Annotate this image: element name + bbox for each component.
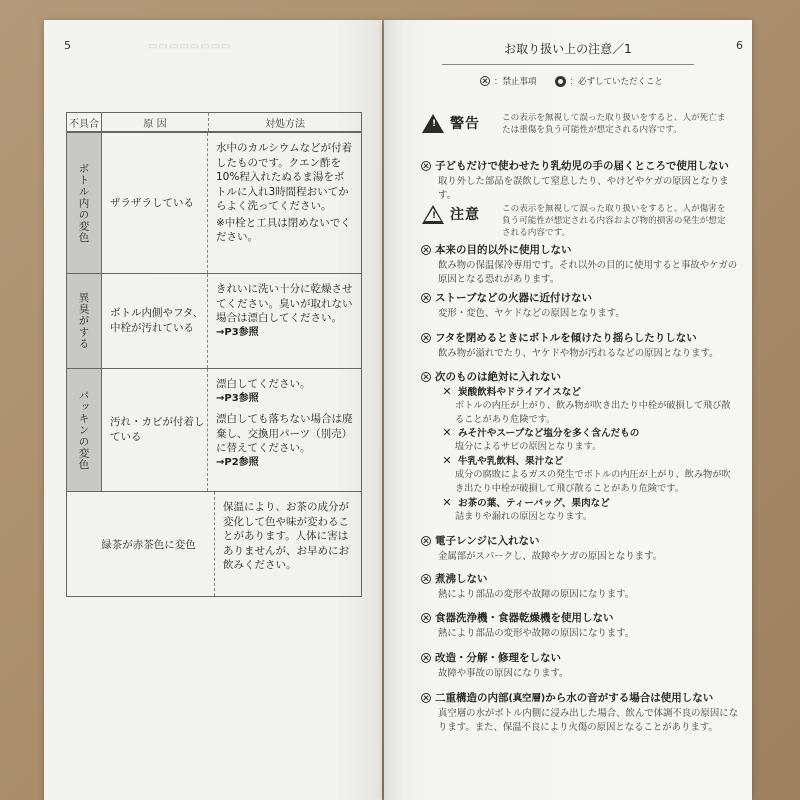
item-title: 改造・分解・修理をしない xyxy=(435,652,561,664)
row-cause: ボトル内側やフタ、中栓が汚れている xyxy=(102,274,208,368)
sub-item-description: 成分の腐敗によるガスの発生でボトルの内圧が上がり、飲み物が吹き出たり中栓が破損して飛び散ることがあり危険です。 xyxy=(455,469,731,494)
legend-prohibited: ：禁止事項 xyxy=(494,77,537,87)
caution-item xyxy=(421,290,741,321)
sub-item-title: お茶の葉、ティーバッグ、果肉など xyxy=(458,498,610,509)
page-number-right: 6 xyxy=(736,39,743,52)
table-header xyxy=(67,113,361,132)
sub-item-description: 詰まりや漏れの原因となります。 xyxy=(455,511,593,522)
cross-icon: ✕ xyxy=(442,495,452,509)
item-description: 飲み物が溢れでたり、ヤケドや物が汚れるなどの原因となります。 xyxy=(438,348,719,359)
sub-item xyxy=(441,453,736,495)
item-title: 電子レンジに入れない xyxy=(435,535,540,547)
row-fix xyxy=(208,274,361,368)
category-label: パッキンの変色 xyxy=(77,389,90,471)
booklet xyxy=(44,20,752,800)
fix-text: きれいに洗い十分に乾燥させてください。臭いが取れない場合は漂白してください。 xyxy=(216,283,353,324)
fix-text: 漂白してください。 xyxy=(216,378,311,390)
item-title-emphasis: (真空層) xyxy=(508,693,546,704)
mandatory-icon xyxy=(555,76,566,87)
table-row xyxy=(67,132,361,273)
troubleshooting-table xyxy=(66,112,362,597)
item-description: 真空層の水がボトル内側に浸み出した場合、飲んで体調不良の原因になります。また、保温不良により火傷の原因となることがあります。 xyxy=(438,708,739,733)
caution-label: 注意 xyxy=(450,207,480,223)
caution-signal xyxy=(422,204,480,224)
header-cause: 原 因 xyxy=(102,113,209,131)
item-description: 金属部がスパークし、故障やケガの原因となります。 xyxy=(438,551,663,562)
category-label: ボトル内の変色 xyxy=(77,162,90,244)
item-title-end: から水の音がする場合は使用しない xyxy=(545,692,714,704)
item-title: 本来の目的以外に使用しない xyxy=(435,244,572,256)
fix-text: 保温により、お茶の成分が変化して色や味が変わることがあります。人体に害はありませんが、お早めにお飲みください。 xyxy=(223,501,349,571)
item-description: 熱により部品の変形や故障の原因になります。 xyxy=(438,589,635,600)
item-description: 故障や事故の原因になります。 xyxy=(438,668,569,679)
sub-item-title: みそ汁やスープなど塩分を多く含んだもの xyxy=(458,428,640,439)
header-problem: 不具合 xyxy=(67,113,102,131)
merged-cause-label: 緑茶が赤茶色に変色 xyxy=(101,538,196,551)
item-title: 煮沸しない xyxy=(435,573,488,585)
faint-heading: ▭▭▭▭▭▭▭▭ xyxy=(148,41,232,52)
row-category xyxy=(67,369,102,491)
fix-reference: →P3参照 xyxy=(216,392,259,404)
caution-description: この表示を無視して誤った取り扱いをすると、人が傷害を負う可能性が想定される内容および物的損害の発生が想定される内容です。 xyxy=(502,204,726,238)
item-title: フタを閉めるときにボトルを傾けたり揺らしたりしない xyxy=(435,332,697,344)
prohibited-icon xyxy=(421,293,431,303)
prohibited-icon xyxy=(480,76,490,86)
prohibited-icon xyxy=(421,653,431,663)
item-description: 取り外した部品を誤飲して窒息したり、やけどやケガの原因となります。 xyxy=(438,176,729,201)
row-fix xyxy=(208,369,361,491)
warning-triangle-icon: ! xyxy=(422,114,444,133)
item-title-start: 二重構造の内部 xyxy=(435,692,509,704)
sub-item xyxy=(441,495,736,524)
item-description: 熱により部品の変形や故障の原因になります。 xyxy=(438,628,635,639)
warning-signal xyxy=(422,113,480,133)
caution-item xyxy=(421,369,741,384)
row-fix xyxy=(208,133,361,273)
row-cause: ザラザラしている xyxy=(102,133,208,273)
cross-icon: ✕ xyxy=(442,384,452,398)
warning-label: 警告 xyxy=(450,116,480,132)
cross-icon: ✕ xyxy=(442,425,452,439)
sub-item-title: 牛乳や乳飲料、果汁など xyxy=(458,456,564,467)
prohibited-icon xyxy=(421,161,431,171)
section-title: お取り扱い上の注意／1 xyxy=(504,42,632,56)
prohibited-icon xyxy=(421,333,431,343)
left-page xyxy=(44,20,382,800)
sub-item xyxy=(441,384,736,426)
title-rule xyxy=(442,64,694,65)
row-category xyxy=(67,133,102,273)
sub-item-title: 炭酸飲料やドライアイスなど xyxy=(458,387,581,398)
row-cause-merged xyxy=(67,492,215,596)
symbol-legend xyxy=(480,75,663,87)
item-description: 変形・変色、ヤケドなどの原因となります。 xyxy=(438,308,625,319)
sub-item-description: ボトルの内圧が上がり、飲み物が吹き出たり中栓が破損して飛び散ることがあり危険です。 xyxy=(455,400,731,425)
sub-item-description: 塩分によるサビの原因となります。 xyxy=(455,441,602,452)
prohibited-icon xyxy=(421,536,431,546)
header-fix: 対処方法 xyxy=(265,118,305,130)
category-label: 異臭がする xyxy=(77,292,90,350)
item-title: ストーブなどの火器に近付けない xyxy=(435,292,592,304)
table-row xyxy=(67,368,361,491)
item-title: 次のものは絶対に入れない xyxy=(435,371,561,383)
warning-item xyxy=(421,158,741,203)
fix-reference-secondary: →P2参照 xyxy=(216,456,259,468)
caution-item xyxy=(421,242,741,287)
caution-item xyxy=(421,571,741,602)
warning-description: この表示を無視して誤った取り扱いをすると、人が死亡または重傷を負う可能性が想定される内容です。 xyxy=(502,113,726,135)
row-cause: 汚れ・カビが付着している xyxy=(102,369,208,491)
caution-triangle-icon: ! xyxy=(422,205,444,224)
caution-item xyxy=(421,533,741,564)
item-title: 食器洗浄機・食器乾燥機を使用しない xyxy=(435,612,614,624)
prohibited-icon xyxy=(421,245,431,255)
prohibited-icon xyxy=(421,574,431,584)
table-row xyxy=(67,273,361,368)
sub-item xyxy=(441,425,736,454)
right-page xyxy=(384,20,752,800)
caution-item xyxy=(421,610,741,641)
prohibited-icon xyxy=(421,613,431,623)
row-fix xyxy=(215,492,361,596)
table-row xyxy=(67,491,361,596)
item-title xyxy=(435,690,713,705)
fix-reference: →P3参照 xyxy=(216,326,259,338)
caution-item xyxy=(421,330,741,361)
row-category xyxy=(67,274,102,368)
fix-text: 水中のカルシウムなどが付着したものです。クエン酢を10%程入れたぬるま湯をボトルに入れ3時間程おいてからよく洗ってください。 xyxy=(216,142,353,212)
page-number-left: 5 xyxy=(64,39,71,52)
caution-item xyxy=(421,650,741,681)
prohibited-icon xyxy=(421,372,431,382)
fix-text-secondary: 漂白しても落ちない場合は廃棄し、交換用パーツ（別売）に替えてください。 xyxy=(216,413,353,454)
legend-mandatory: ：必ずしていただくこと xyxy=(569,77,664,87)
caution-item xyxy=(421,690,741,735)
prohibited-icon xyxy=(421,693,431,703)
item-title: 子どもだけで使わせたり乳幼児の手の届くところで使用しない xyxy=(435,160,729,172)
item-description: 飲み物の保温保冷専用です。それ以外の目的に使用すると事故やケガの原因となる恐れがあります。 xyxy=(438,260,738,285)
fix-note: ※中栓と工具は閉めないでください。 xyxy=(216,216,351,243)
cross-icon: ✕ xyxy=(442,453,452,467)
